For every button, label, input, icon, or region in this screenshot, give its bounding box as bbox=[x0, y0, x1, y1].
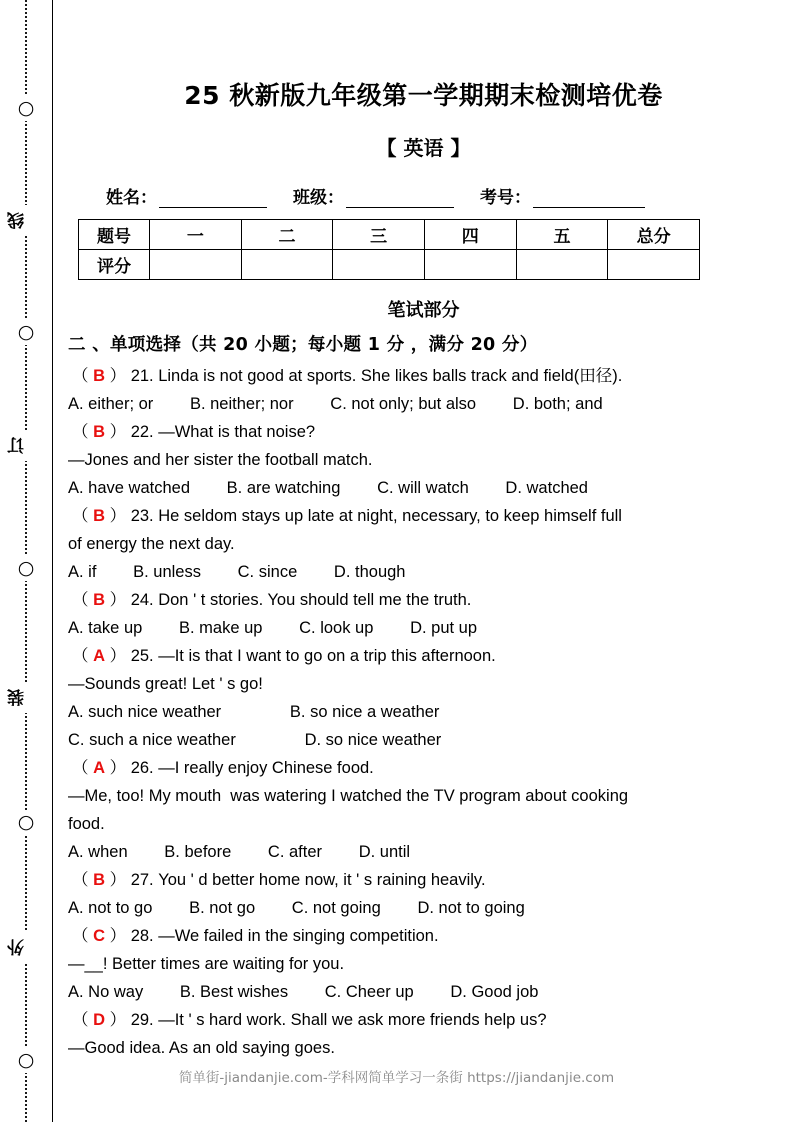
question-number: 25. bbox=[130, 647, 154, 665]
question-number: 21. bbox=[130, 367, 154, 385]
score-table-column-header: 五 bbox=[516, 220, 608, 250]
subject-title: 【 英语 】 bbox=[376, 136, 471, 160]
question-stem-text: —I really enjoy Chinese food. bbox=[158, 759, 374, 777]
answer-letter[interactable]: B bbox=[93, 871, 106, 889]
question-stem-text: —It is that I want to go on a trip this afternoon. bbox=[158, 647, 496, 665]
score-table bbox=[78, 219, 700, 280]
identity-field bbox=[106, 183, 267, 208]
binding-circle-mark: ○ bbox=[10, 1048, 42, 1073]
score-table-score-cell[interactable] bbox=[424, 250, 516, 280]
question-number: 24. bbox=[130, 591, 154, 609]
question-options-line[interactable]: A. No way B. Best wishes C. Cheer up D. Good job bbox=[68, 983, 539, 1001]
question-item bbox=[68, 502, 779, 586]
question-options-line[interactable]: A. either; or B. neither; nor C. not only; but also D. both; and bbox=[68, 395, 603, 413]
answer-bracket-close: ） bbox=[105, 367, 131, 385]
question-stem-continuation: food. bbox=[68, 815, 105, 833]
question-stem-continuation: —Jones and her sister the football match. bbox=[68, 451, 373, 469]
answer-bracket-open: （ bbox=[72, 1011, 94, 1029]
question-stem-line bbox=[68, 1006, 779, 1034]
question-stem-text: You ' d better home now, it ' s raining heavily. bbox=[158, 871, 486, 889]
score-table-score-cell[interactable] bbox=[241, 250, 333, 280]
identity-field-label: 班级： bbox=[293, 188, 344, 208]
question-item bbox=[68, 754, 779, 866]
answer-bracket-close: ） bbox=[105, 759, 131, 777]
question-stem-text: Don ' t stories. You should tell me the truth. bbox=[158, 591, 472, 609]
identity-field-label: 考号： bbox=[480, 188, 531, 208]
binding-circle-mark: ○ bbox=[10, 810, 42, 835]
answer-bracket-open: （ bbox=[72, 759, 94, 777]
score-table-column-header: 四 bbox=[424, 220, 516, 250]
table-row bbox=[79, 250, 700, 280]
question-stem-continuation: —Good idea. As an old saying goes. bbox=[68, 1039, 335, 1057]
question-number: 26. bbox=[130, 759, 154, 777]
answer-letter[interactable]: B bbox=[93, 423, 106, 441]
question-options-line[interactable]: A. such nice weather B. so nice a weather bbox=[68, 703, 440, 721]
score-table-column-header: 总分 bbox=[608, 220, 700, 250]
answer-letter[interactable]: C bbox=[93, 927, 106, 945]
answer-bracket-open: （ bbox=[72, 927, 94, 945]
question-stem-line bbox=[68, 642, 779, 670]
answer-bracket-open: （ bbox=[72, 507, 94, 525]
answer-bracket-open: （ bbox=[72, 871, 94, 889]
question-stem-text: —What is that noise? bbox=[158, 423, 316, 441]
question-item bbox=[68, 922, 779, 1006]
question-stem-line bbox=[68, 586, 779, 614]
binding-margin bbox=[0, 0, 54, 1122]
identity-field-label: 姓名： bbox=[106, 188, 157, 208]
score-table-score-cell[interactable] bbox=[516, 250, 608, 280]
question-options-line[interactable]: A. have watched B. are watching C. will watch D. watched bbox=[68, 479, 588, 497]
question-number: 29. bbox=[130, 1011, 154, 1029]
score-table-column-header: 二 bbox=[241, 220, 333, 250]
binding-circle-mark: ○ bbox=[10, 320, 42, 345]
answer-letter[interactable]: A bbox=[93, 647, 106, 665]
answer-bracket-close: ） bbox=[105, 647, 131, 665]
question-item bbox=[68, 418, 779, 502]
question-item bbox=[68, 642, 779, 754]
answer-bracket-close: ） bbox=[105, 591, 131, 609]
identity-field bbox=[480, 183, 645, 208]
score-table-row-header: 评分 bbox=[79, 250, 150, 280]
table-row bbox=[79, 220, 700, 250]
question-stem-line bbox=[68, 502, 779, 530]
binding-circle-mark: ○ bbox=[10, 96, 42, 121]
question-stem-text: Linda is not good at sports. She likes balls track and field(田径). bbox=[158, 367, 623, 385]
answer-bracket-close: ） bbox=[105, 1011, 131, 1029]
question-list bbox=[54, 356, 793, 1062]
binding-char-mark: 线 bbox=[10, 205, 42, 236]
binding-char-mark: 订 bbox=[10, 430, 42, 461]
answer-bracket-close: ） bbox=[105, 507, 131, 525]
answer-bracket-open: （ bbox=[72, 591, 94, 609]
question-options-line[interactable]: A. not to go B. not go C. not going D. not to going bbox=[68, 899, 525, 917]
question-stem-continuation: of energy the next day. bbox=[68, 535, 235, 553]
question-stem-line bbox=[68, 866, 779, 894]
question-stem-line bbox=[68, 754, 779, 782]
question-item bbox=[68, 866, 779, 922]
question-item bbox=[68, 586, 779, 642]
answer-letter[interactable]: B bbox=[93, 367, 106, 385]
score-table-score-cell[interactable] bbox=[608, 250, 700, 280]
answer-letter[interactable]: A bbox=[93, 759, 106, 777]
identity-field-input[interactable] bbox=[346, 192, 454, 208]
question-stem-continuation: —__! Better times are waiting for you. bbox=[68, 955, 345, 973]
question-stem-text: —It ' s hard work. Shall we ask more friends help us? bbox=[158, 1011, 547, 1029]
answer-bracket-close: ） bbox=[105, 871, 131, 889]
question-number: 28. bbox=[130, 927, 154, 945]
written-part-heading: 笔试部分 bbox=[387, 300, 460, 321]
identity-row bbox=[54, 161, 793, 208]
question-stem-line bbox=[68, 362, 779, 390]
score-table-score-cell[interactable] bbox=[333, 250, 425, 280]
question-options-line[interactable]: A. take up B. make up C. look up D. put up bbox=[68, 619, 478, 637]
answer-bracket-close: ） bbox=[105, 423, 131, 441]
answer-bracket-open: （ bbox=[72, 647, 94, 665]
question-item bbox=[68, 362, 779, 418]
answer-letter[interactable]: B bbox=[93, 507, 106, 525]
question-number: 23. bbox=[130, 507, 154, 525]
section-heading-multiple-choice: 二 、单项选择（共 20 小题；每小题 1 分 ，满分 20 分） bbox=[68, 335, 538, 355]
answer-bracket-open: （ bbox=[72, 423, 94, 441]
score-table-score-cell[interactable] bbox=[150, 250, 242, 280]
question-stem-text: —We failed in the singing competition. bbox=[158, 927, 439, 945]
question-number: 22. bbox=[130, 423, 154, 441]
binding-char-mark: 装 bbox=[10, 682, 42, 713]
exam-sheet bbox=[54, 0, 793, 1122]
answer-letter[interactable]: B bbox=[93, 591, 106, 609]
page-title: 25 秋新版九年级第一学期期末检测培优卷 bbox=[184, 81, 663, 110]
identity-field bbox=[293, 183, 454, 208]
footer-watermark: 简单街-jiandanjie.com-学科网简单学习一条街 https://jiandanjie.com bbox=[178, 1070, 615, 1086]
page-left-rule bbox=[52, 0, 53, 1122]
question-stem-line bbox=[68, 922, 779, 950]
score-table-column-header: 一 bbox=[150, 220, 242, 250]
binding-char-mark: 外 bbox=[10, 932, 42, 963]
question-options-line[interactable]: A. when B. before C. after D. until bbox=[68, 843, 411, 861]
question-number: 27. bbox=[130, 871, 154, 889]
score-table-wrap bbox=[54, 208, 793, 280]
question-stem-text: He seldom stays up late at night, necessary, to keep himself full bbox=[158, 507, 622, 525]
question-options-line[interactable]: C. such a nice weather D. so nice weather bbox=[68, 731, 442, 749]
answer-bracket-open: （ bbox=[72, 367, 94, 385]
answer-letter[interactable]: D bbox=[93, 1011, 106, 1029]
question-stem-continuation: —Sounds great! Let ' s go! bbox=[68, 675, 263, 693]
identity-field-input[interactable] bbox=[533, 192, 645, 208]
question-stem-continuation: —Me, too! My mouth was watering I watched the TV program about cooking bbox=[68, 787, 629, 805]
question-item bbox=[68, 1006, 779, 1062]
question-options-line[interactable]: A. if B. unless C. since D. though bbox=[68, 563, 406, 581]
binding-circle-mark: ○ bbox=[10, 556, 42, 581]
question-stem-line bbox=[68, 418, 779, 446]
score-table-row-header: 题号 bbox=[79, 220, 150, 250]
answer-bracket-close: ） bbox=[105, 927, 131, 945]
identity-field-input[interactable] bbox=[159, 192, 267, 208]
score-table-column-header: 三 bbox=[333, 220, 425, 250]
